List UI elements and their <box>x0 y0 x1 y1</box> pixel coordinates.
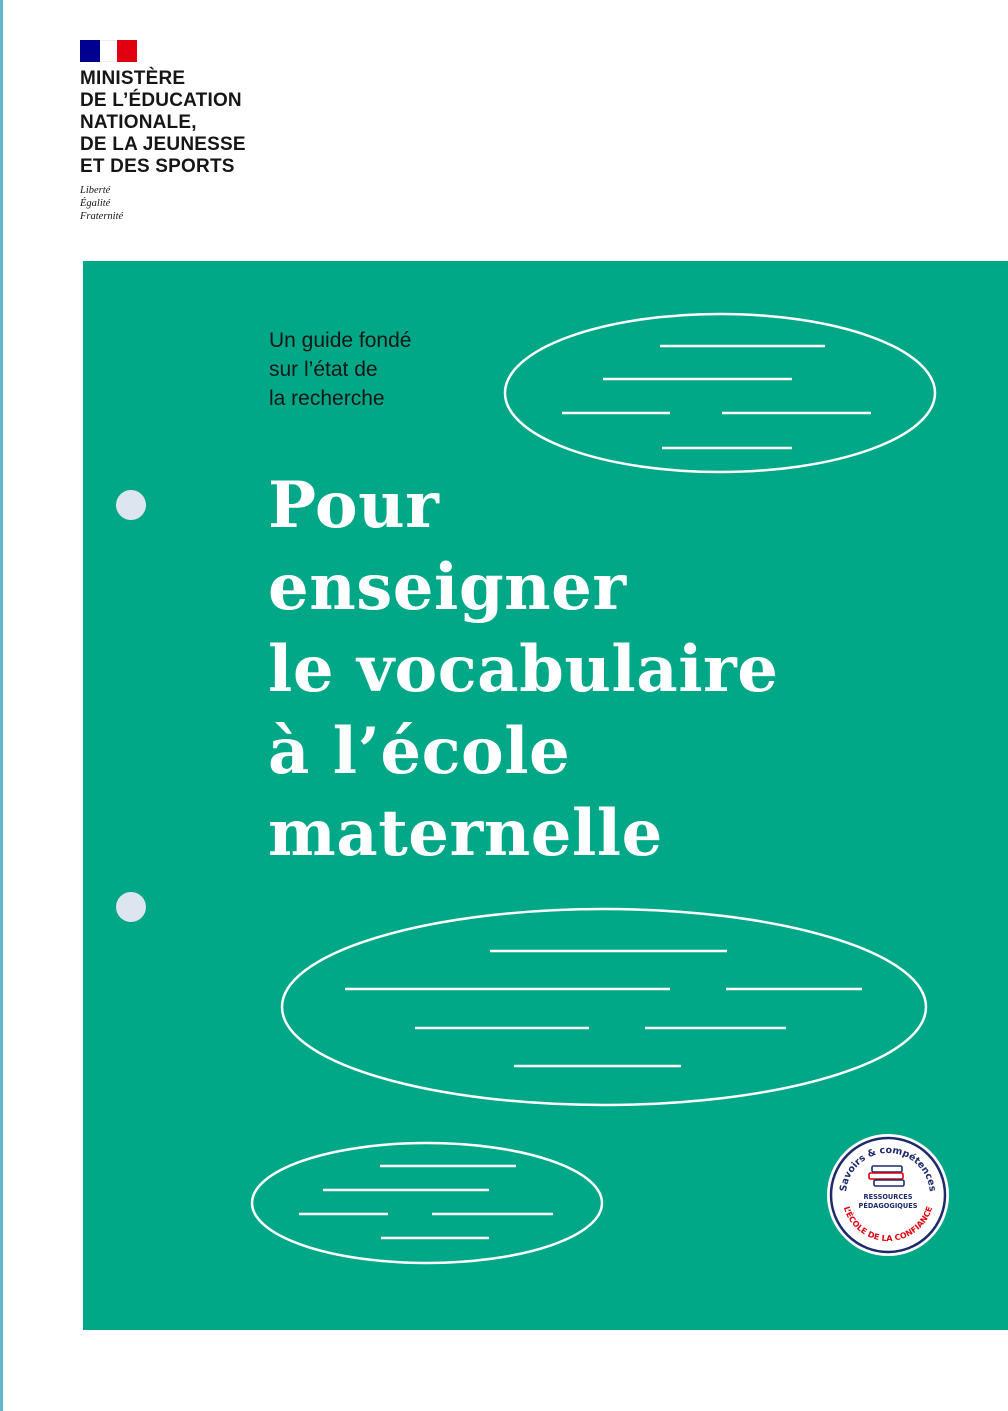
title-line: à l’école <box>268 714 571 789</box>
ministry-line: NATIONALE, <box>80 112 197 133</box>
badge-center-line1: RESSOURCES <box>863 1193 913 1201</box>
subtitle <box>269 326 411 413</box>
ministry-line: DE LA JEUNESSE <box>80 134 246 155</box>
subtitle-line: Un guide fondé <box>269 329 412 352</box>
motto-line: Liberté <box>80 185 111 196</box>
title-line: Pour <box>268 468 440 543</box>
title-line: maternelle <box>268 796 663 871</box>
binder-hole-icon <box>116 892 146 922</box>
title-line: enseigner <box>268 550 627 625</box>
ministry-line: MINISTÈRE <box>80 68 186 89</box>
title-line: le vocabulaire <box>268 632 779 707</box>
ministry-line: ET DES SPORTS <box>80 156 235 177</box>
ministry-line: DE L’ÉDUCATION <box>80 90 242 111</box>
badge-bottom-text: L’ÉCOLE DE LA CONFIANCE <box>841 1205 935 1244</box>
cover-title <box>268 465 778 875</box>
binder-hole-icon <box>116 490 146 520</box>
motto-line: Égalité <box>80 198 111 209</box>
speech-bubble-bottom <box>252 1143 602 1263</box>
badge-top-text: Savoirs & compétences <box>838 1144 938 1193</box>
speech-bubble-middle <box>282 909 926 1105</box>
badge-center-line2: PÉDAGOGIQUES <box>858 1202 918 1210</box>
ressources-pedagogiques-badge <box>826 1133 950 1257</box>
subtitle-line: sur l’état de <box>269 358 378 381</box>
subtitle-line: la recherche <box>269 387 385 410</box>
motto-line: Fraternité <box>80 211 124 222</box>
